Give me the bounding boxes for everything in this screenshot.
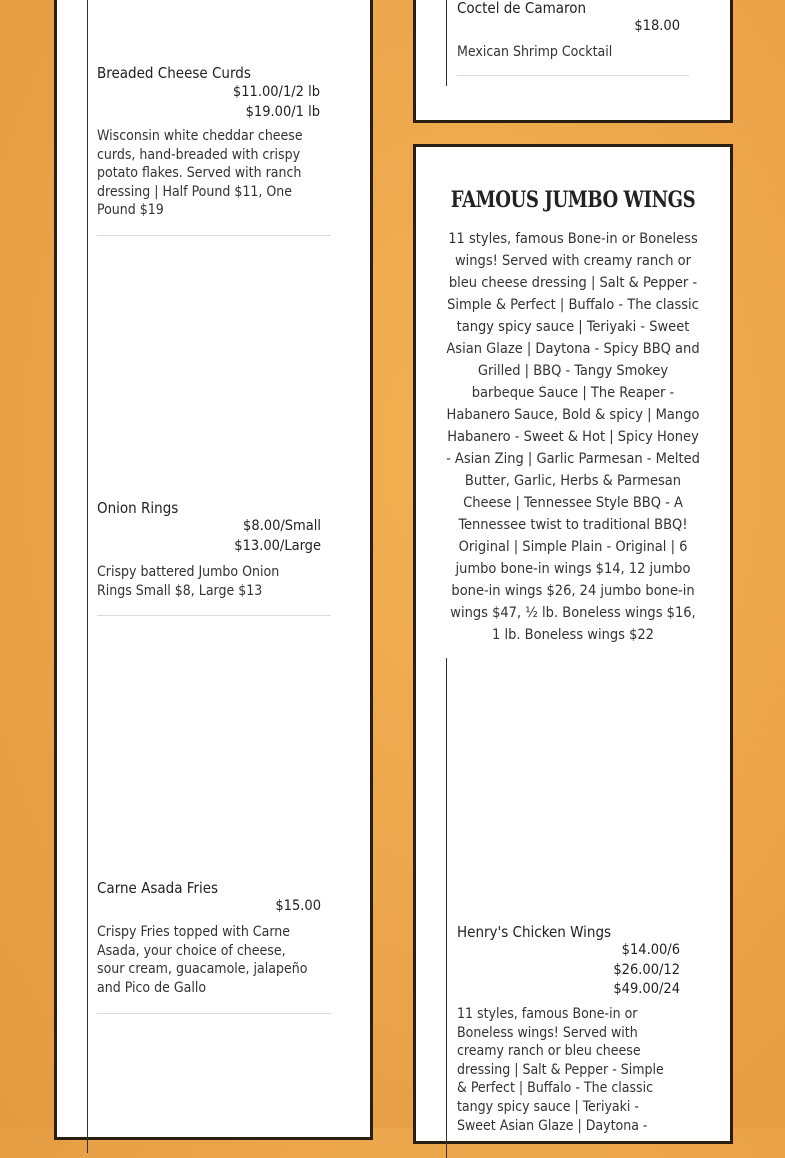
menu-section-wings	[413, 144, 733, 1144]
item-column-rule	[446, 658, 447, 1158]
menu-item-description: Mexican Shrimp Cocktail	[457, 44, 613, 60]
menu-item-price	[197, 897, 321, 917]
menu-item-price-small: $8.00/Small	[243, 518, 321, 534]
menu-item-name: Breaded Cheese Curds	[97, 64, 251, 82]
menu-item-price-24: $49.00/24	[613, 981, 680, 997]
menu-item-name: Coctel de Camaron	[457, 0, 587, 17]
menu-item-price	[197, 83, 320, 122]
item-column-rule	[87, 0, 88, 1153]
menu-item-description: 11 styles, famous Bone-in or Boneless wings! Served with creamy ranch or bleu cheese dressing | Salt & Pepper - Simple & Perfect | Buffalo - The classic tangy spicy sauce | Teriyaki - Sweet Asian Glaze | Daytona -	[457, 1006, 664, 1134]
menu-item-description: Crispy Fries topped with Carne Asada, your choice of cheese, sour cream, guacamole, jalapeño and Pico de Gallo	[97, 924, 308, 996]
menu-panel-right-top	[413, 0, 733, 123]
menu-panel-left	[54, 0, 373, 1140]
item-divider	[97, 1013, 331, 1014]
item-column-rule	[446, 0, 447, 86]
item-divider	[97, 615, 331, 616]
menu-item-price	[566, 941, 680, 1000]
menu-item-name: Onion Rings	[97, 499, 179, 517]
item-divider	[457, 75, 689, 76]
menu-item-price-6: $14.00/6	[621, 942, 680, 958]
menu-item-price	[197, 517, 321, 556]
menu-item-price	[566, 17, 680, 37]
menu-item-price-single: $15.00	[275, 898, 321, 914]
menu-item-description: Crispy battered Jumbo Onion Rings Small $8, Large $13	[97, 564, 280, 599]
section-description: 11 styles, famous Bone-in or Boneless wings! Served with creamy ranch or bleu cheese dressing | Salt & Pepper - Simple & Perfect | Buffalo - The classic tangy spicy sauce | Teriyaki - Sweet Asian Glaze | Daytona - Spicy BBQ and Grilled | BBQ - Tangy Smokey barbeque Sauce | The Reaper - Habanero Sauce, Bold & spicy | Mango Habanero - Sweet & Hot | Spicy Honey - Asian Zing | Garlic Parmesan - Melted Butter, Garlic, Herbs & Parmesan Cheese | Tennessee Style BBQ - A Tennessee twist to traditional BBQ! Original | Simple Plain - Original | 6 jumbo bone-in wings $14, 12 jumbo bone-in wings $26, 24 jumbo bone-in wings $47, ½ lb. Boneless wings $16, 1 lb. Boneless wings $22	[446, 231, 700, 643]
menu-item-price-single: $18.00	[634, 18, 680, 34]
item-divider	[97, 235, 331, 236]
menu-item-price-half: $11.00/1/2 lb	[232, 84, 320, 100]
section-title: FAMOUS JUMBO WINGS	[450, 187, 696, 213]
menu-item-description: Wisconsin white cheddar cheese curds, hand-breaded with crispy potato flakes. Served with ranch dressing | Half Pound $11, One Pound $19	[97, 128, 303, 219]
menu-item-name: Carne Asada Fries	[97, 879, 219, 897]
menu-item-name: Henry's Chicken Wings	[457, 923, 612, 941]
menu-item-price-large: $13.00/Large	[234, 537, 321, 554]
menu-item-price-12: $26.00/12	[613, 961, 680, 978]
menu-item-price-full: $19.00/1 lb	[245, 103, 320, 120]
